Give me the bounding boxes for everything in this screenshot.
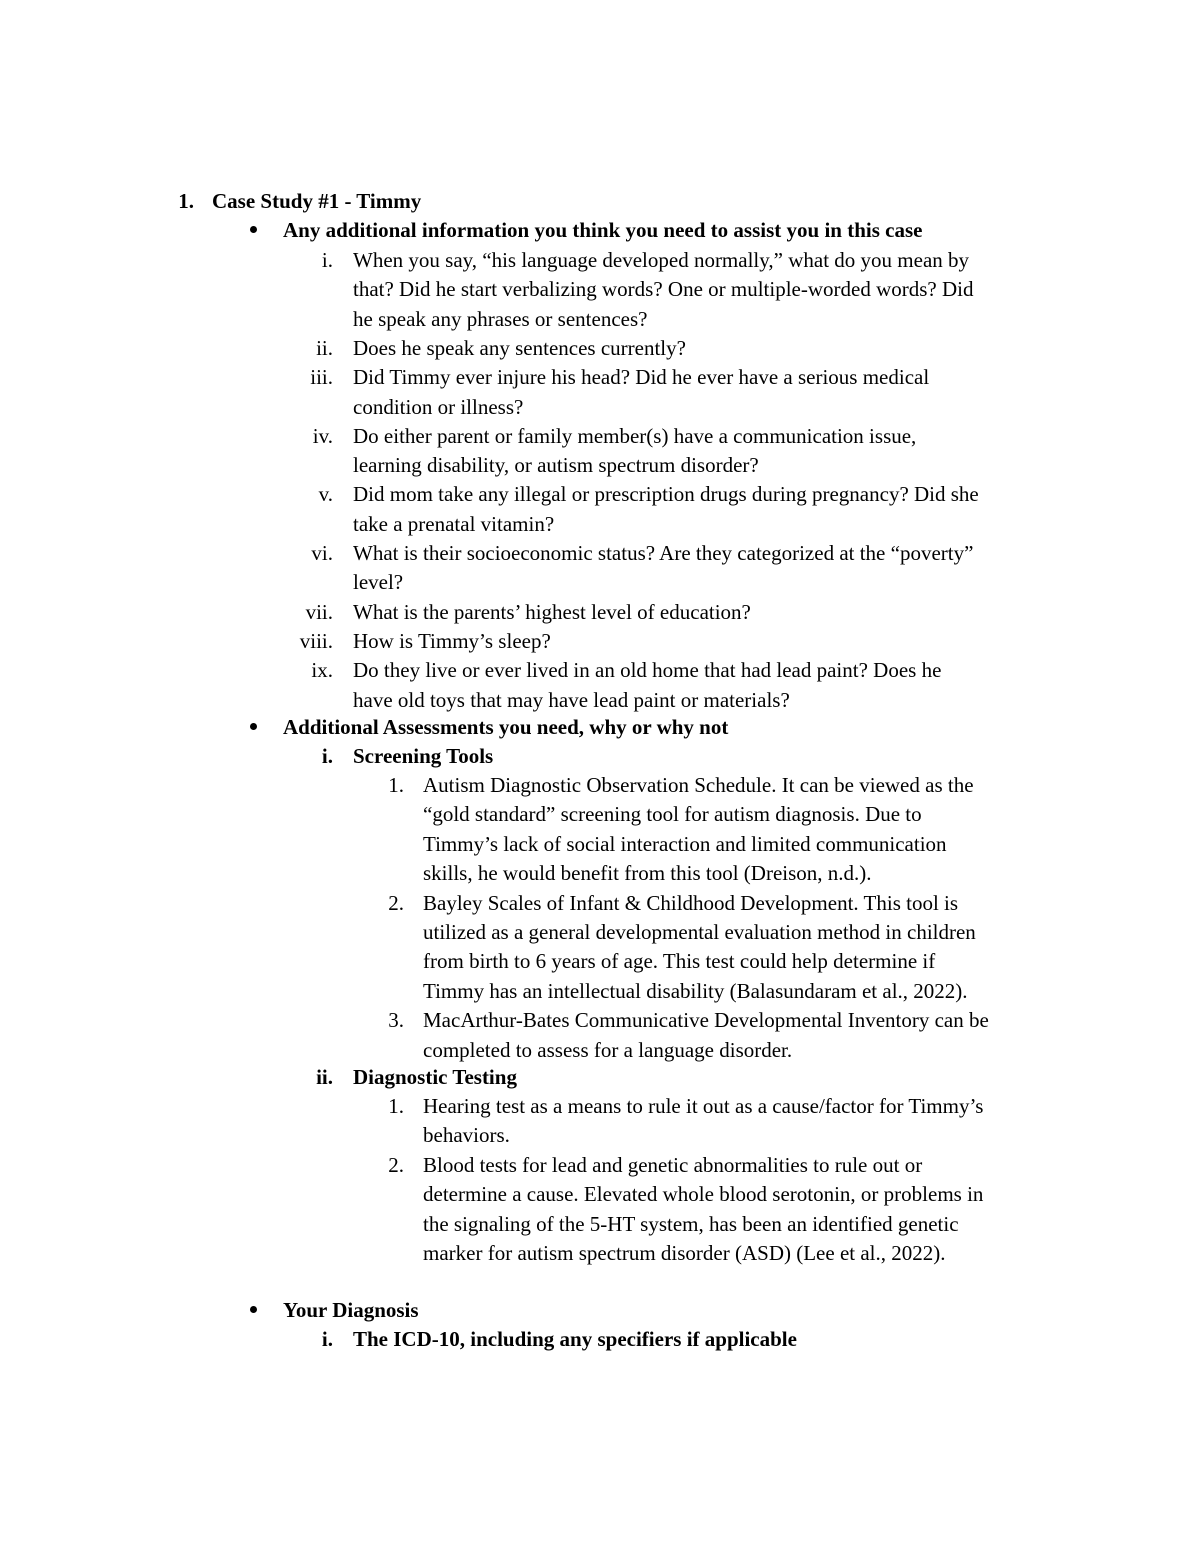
list-item-marker: 2. bbox=[388, 890, 404, 915]
list-item-text: What is their socioeconomic status? Are they categorized at the “poverty” bbox=[353, 541, 974, 565]
list-item-marker: v. bbox=[318, 482, 333, 507]
list-item-text: When you say, “his language developed normally,” what do you mean by bbox=[353, 248, 970, 272]
list-item-text: marker for autism spectrum disorder (ASD) (Lee et al., 2022). bbox=[423, 1241, 946, 1265]
list-item-text: level? bbox=[353, 570, 404, 595]
list-item-text: Timmy’s lack of social interaction and limited communication bbox=[423, 831, 947, 856]
list-item-marker: vii. bbox=[305, 599, 333, 624]
list-item-text: Blood tests for lead and genetic abnormalities to rule out or bbox=[423, 1152, 923, 1177]
list-item-marker: vi. bbox=[311, 541, 333, 565]
list-item-marker: viii. bbox=[299, 628, 333, 653]
list-item-text: Do they live or ever lived in an old home that had lead paint? Does he bbox=[353, 658, 942, 683]
list-item-text: learning disability, or autism spectrum disorder? bbox=[353, 453, 759, 478]
diagnosis-sub-marker: i. bbox=[321, 1327, 333, 1351]
list-item-text: Does he speak any sentences currently? bbox=[353, 335, 686, 360]
list-item-text: the signaling of the 5-HT system, has been an identified genetic bbox=[423, 1211, 959, 1236]
diagnosis-sub-title: The ICD-10, including any specifiers if applicable bbox=[353, 1327, 797, 1351]
list-item-marker: ix. bbox=[311, 658, 333, 683]
bullet-icon bbox=[250, 226, 257, 233]
screening-marker: i. bbox=[321, 744, 333, 768]
list-item-text: Did Timmy ever injure his head? Did he ever have a serious medical bbox=[353, 365, 930, 390]
list-item-text: How is Timmy’s sleep? bbox=[353, 628, 551, 653]
list-item-text: take a prenatal vitamin? bbox=[353, 511, 555, 536]
list-item-text: Timmy has an intellectual disability (Balasundaram et al., 2022). bbox=[423, 978, 968, 1003]
list-item-text: completed to assess for a language disorder. bbox=[423, 1037, 793, 1062]
list-item-text: “gold standard” screening tool for autism diagnosis. Due to bbox=[423, 802, 922, 827]
list-item-text: Autism Diagnostic Observation Schedule. It can be viewed as the bbox=[423, 773, 974, 797]
list-item-text: condition or illness? bbox=[353, 394, 524, 419]
list-item-text: Do either parent or family member(s) have a communication issue, bbox=[353, 423, 917, 448]
case-title: Case Study #1 - Timmy bbox=[212, 189, 422, 213]
list-item-marker: i. bbox=[321, 248, 333, 272]
list-item-text: behaviors. bbox=[423, 1123, 510, 1148]
list-item-text: from birth to 6 years of age. This test could help determine if bbox=[423, 949, 936, 974]
list-item-text: utilized as a general developmental evaluation method in children bbox=[423, 920, 976, 944]
list-item-text: skills, he would benefit from this tool (Dreison, n.d.). bbox=[423, 861, 872, 886]
list-item-text: MacArthur-Bates Communicative Developmental Inventory can be bbox=[423, 1008, 989, 1033]
list-item-marker: 3. bbox=[388, 1008, 404, 1033]
list-item-marker: iv. bbox=[312, 423, 333, 448]
list-item-marker: ii. bbox=[316, 335, 333, 360]
bullet-icon bbox=[250, 723, 257, 730]
section-heading-diagnosis: Your Diagnosis bbox=[283, 1298, 419, 1322]
list-item-text: he speak any phrases or sentences? bbox=[353, 306, 648, 331]
list-item-text: Hearing test as a means to rule it out as a cause/factor for Timmy’s bbox=[423, 1094, 984, 1118]
list-item-text: What is the parents’ highest level of education? bbox=[353, 599, 751, 624]
list-item-text: that? Did he start verbalizing words? One or multiple-worded words? Did bbox=[353, 277, 974, 302]
list-item-text: determine a cause. Elevated whole blood serotonin, or problems in bbox=[423, 1182, 984, 1207]
list-item-marker: 1. bbox=[388, 1094, 404, 1118]
section-heading-info: Any additional information you think you need to assist you in this case bbox=[283, 218, 923, 242]
case-number: 1. bbox=[178, 189, 194, 213]
list-item-marker: 2. bbox=[388, 1152, 404, 1177]
diagnostic-title: Diagnostic Testing bbox=[353, 1065, 517, 1089]
section-heading-assessments: Additional Assessments you need, why or why not bbox=[283, 715, 729, 739]
diagnostic-marker: ii. bbox=[316, 1065, 333, 1089]
list-item-text: Bayley Scales of Infant & Childhood Development. This tool is bbox=[423, 890, 959, 915]
list-item-marker: 1. bbox=[388, 773, 404, 797]
list-item-text: Did mom take any illegal or prescription drugs during pregnancy? Did she bbox=[353, 482, 979, 507]
screening-title: Screening Tools bbox=[353, 744, 494, 768]
list-item-marker: iii. bbox=[310, 365, 333, 390]
bullet-icon bbox=[250, 1306, 257, 1313]
list-item-text: have old toys that may have lead paint or materials? bbox=[353, 687, 790, 712]
